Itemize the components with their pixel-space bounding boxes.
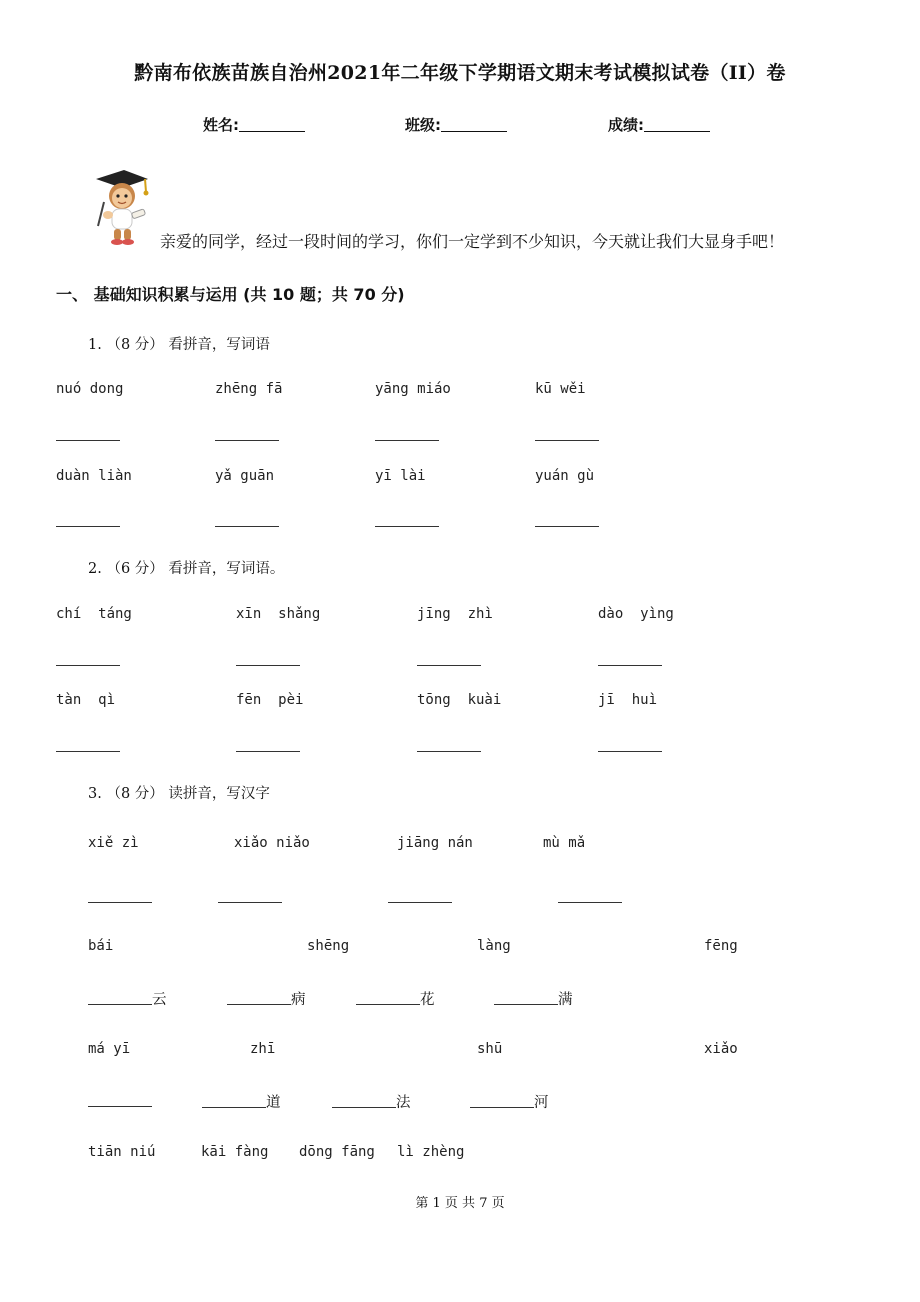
- q3-pinyin: mù mǎ: [543, 835, 586, 851]
- fill-blank-item[interactable]: [88, 988, 167, 1009]
- section-heading: 一、 基础知识积累与运用 (共 10 题；共 70 分): [56, 285, 405, 304]
- q1-header: 1. （8 分） 看拼音，写词语: [88, 337, 270, 353]
- fill-char: 法: [396, 1095, 411, 1111]
- q1-pinyin: nuó dong: [56, 381, 124, 397]
- q1-pinyin: yuán gù: [535, 468, 595, 484]
- class-field: [405, 114, 507, 135]
- q1-pinyin: yǎ guān: [215, 468, 275, 484]
- answer-blank[interactable]: [598, 665, 662, 666]
- q2-pinyin: jī huì: [598, 692, 658, 708]
- q2-pinyin: jīng zhì: [417, 606, 493, 622]
- q3-pinyin: jiāng nán: [397, 835, 473, 851]
- q3-pinyin: bái: [88, 938, 114, 954]
- page-footer: 第 1 页 共 7 页: [415, 1196, 505, 1211]
- answer-blank[interactable]: [215, 440, 279, 441]
- q2-pinyin: dào yìng: [598, 606, 674, 622]
- q3-pinyin: làng: [477, 938, 511, 954]
- answer-blank[interactable]: [56, 751, 120, 752]
- class-blank[interactable]: [441, 116, 507, 132]
- answer-blank[interactable]: [375, 440, 439, 441]
- answer-blank[interactable]: [375, 526, 439, 527]
- name-label: 姓名:: [203, 116, 239, 134]
- score-blank[interactable]: [644, 116, 710, 132]
- fill-blank-item[interactable]: [470, 1091, 549, 1112]
- q2-pinyin: tōng kuài: [417, 692, 502, 708]
- answer-blank[interactable]: [417, 665, 481, 666]
- fill-char: 道: [266, 1095, 281, 1111]
- q3-pinyin: tiān niú: [88, 1144, 156, 1160]
- q1-pinyin: zhēng fā: [215, 381, 283, 397]
- fill-blank-item[interactable]: [356, 988, 435, 1009]
- q3-pinyin: dōng fāng: [299, 1144, 375, 1160]
- q3-pinyin: xiǎo niǎo: [234, 835, 310, 851]
- score-field: [608, 114, 710, 135]
- fill-char: 满: [558, 992, 573, 1008]
- q3-pinyin: lì zhèng: [397, 1144, 465, 1160]
- q1-pinyin: kū wěi: [535, 381, 586, 397]
- q2-pinyin: fēn pèi: [236, 692, 304, 708]
- answer-blank[interactable]: [215, 526, 279, 527]
- fill-char: 云: [152, 992, 167, 1008]
- q2-header: 2. （6 分） 看拼音，写词语。: [88, 561, 285, 577]
- answer-blank[interactable]: [417, 751, 481, 752]
- q2-pinyin: tàn qì: [56, 692, 116, 708]
- q3-pinyin: kāi fàng: [201, 1144, 269, 1160]
- q3-pinyin: zhī: [250, 1041, 276, 1057]
- q3-pinyin: má yī: [88, 1041, 131, 1057]
- answer-blank[interactable]: [236, 751, 300, 752]
- q3-pinyin: shēng: [307, 938, 350, 954]
- name-blank[interactable]: [239, 116, 305, 132]
- q2-pinyin: chí táng: [56, 606, 132, 622]
- page-title: 黔南布依族苗族自治州2021年二年级下学期语文期末考试模拟试卷（II）卷: [134, 62, 786, 84]
- greeting-text: 亲爱的同学，经过一段时间的学习，你们一定学到不少知识，今天就让我们大显身手吧！: [160, 232, 785, 251]
- fill-blank-item[interactable]: [227, 988, 306, 1009]
- answer-blank[interactable]: [535, 526, 599, 527]
- fill-char: 花: [420, 992, 435, 1008]
- answer-blank[interactable]: [558, 902, 622, 903]
- answer-blank[interactable]: [388, 902, 452, 903]
- answer-blank[interactable]: [56, 665, 120, 666]
- q3-pinyin: xiě zì: [88, 835, 139, 851]
- answer-blank[interactable]: [236, 665, 300, 666]
- q1-pinyin: yāng miáo: [375, 381, 451, 397]
- q2-pinyin: xīn shǎng: [236, 606, 321, 622]
- mascot-graduate-icon: [88, 166, 150, 246]
- fill-char: 病: [291, 992, 306, 1008]
- answer-blank[interactable]: [535, 440, 599, 441]
- q3-pinyin: shū: [477, 1041, 503, 1057]
- name-field: [203, 114, 305, 135]
- q3-pinyin: fēng: [704, 938, 738, 954]
- answer-blank[interactable]: [88, 1106, 152, 1107]
- answer-blank[interactable]: [218, 902, 282, 903]
- q3-pinyin: xiǎo: [704, 1041, 738, 1057]
- answer-blank[interactable]: [598, 751, 662, 752]
- q1-pinyin: yī lài: [375, 468, 426, 484]
- fill-char: 河: [534, 1095, 549, 1111]
- answer-blank[interactable]: [88, 902, 152, 903]
- fill-blank-item[interactable]: [332, 1091, 411, 1112]
- score-label: 成绩:: [608, 116, 644, 134]
- answer-blank[interactable]: [56, 440, 120, 441]
- q1-pinyin: duàn liàn: [56, 468, 132, 484]
- q3-header: 3. （8 分） 读拼音，写汉字: [88, 786, 270, 802]
- fill-blank-item[interactable]: [494, 988, 573, 1009]
- answer-blank[interactable]: [56, 526, 120, 527]
- fill-blank-item[interactable]: [202, 1091, 281, 1112]
- class-label: 班级:: [405, 116, 441, 134]
